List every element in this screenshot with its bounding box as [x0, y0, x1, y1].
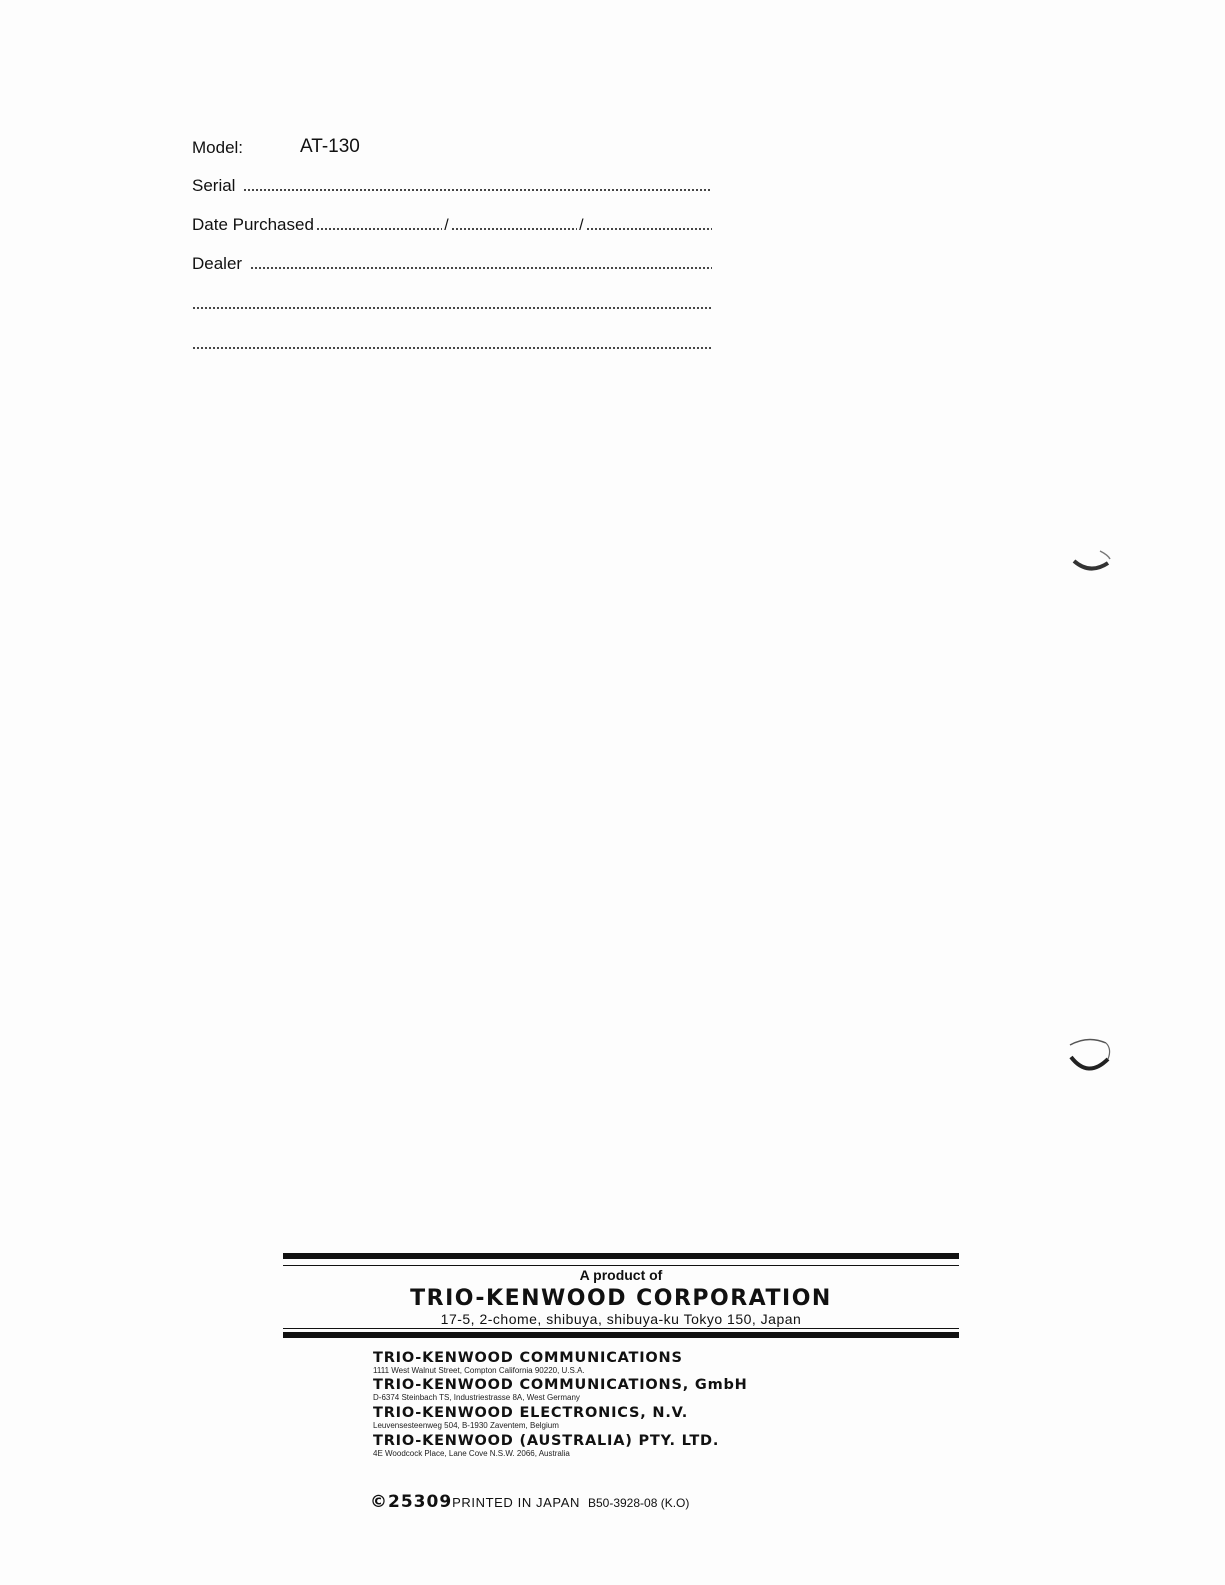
model-row [192, 134, 712, 158]
product-of-text: A product of [579, 1267, 663, 1283]
branch-name: TRIO-KENWOOD COMMUNICATIONS [373, 1350, 683, 1366]
top-rule-thin [283, 1265, 959, 1266]
dealer-fill-line-3 [192, 346, 712, 350]
branch-address: Leuvensesteenweg 504, B-1930 Zaventem, Belgium [373, 1421, 559, 1430]
dealer-extra-row-1 [192, 290, 712, 314]
corporation-address: 17-5, 2-chome, shibuya, shibuya-ku Tokyo 150, Japan [440, 1311, 802, 1327]
date-separator-1: / [444, 217, 449, 234]
dealer-row [192, 250, 712, 274]
bottom-rule-thick [283, 1332, 959, 1338]
serial-row [192, 172, 712, 196]
branch-name: TRIO-KENWOOD ELECTRONICS, N.V. [373, 1405, 689, 1421]
date-separator-2: / [579, 217, 584, 234]
branch-name: TRIO-KENWOOD COMMUNICATIONS, GmbH [373, 1377, 748, 1393]
branch-usa [373, 1350, 683, 1376]
date-year-fill-line [586, 227, 712, 231]
punch-hole-upper [1070, 545, 1112, 575]
date-purchased-label: Date Purchased [192, 215, 314, 234]
date-month-fill-line [316, 227, 442, 231]
dealer-fill-line [250, 266, 712, 270]
branch-address: 1111 West Walnut Street, Compton California 90220, U.S.A. [373, 1366, 585, 1375]
punch-hole-lower [1066, 1035, 1114, 1077]
branch-address: 4E Woodcock Place, Lane Cove N.S.W. 2066, Australia [373, 1449, 570, 1458]
dealer-label: Dealer [192, 254, 243, 273]
date-purchased-row [192, 211, 712, 235]
branch-australia [373, 1433, 719, 1459]
corporation-name: TRIO-KENWOOD CORPORATION [410, 1286, 832, 1311]
top-rule-thick [283, 1253, 959, 1259]
date-day-fill-line [451, 227, 577, 231]
branch-address: D-6374 Steinbach TS, Industriestrasse 8A, West Germany [373, 1393, 580, 1402]
dealer-fill-line-2 [192, 306, 712, 310]
print-line [370, 1492, 689, 1512]
print-code: ©25309 [370, 1492, 453, 1512]
branch-germany [373, 1377, 748, 1403]
part-number: B50-3928-08 (K.O) [587, 1496, 690, 1510]
printed-in-text: PRINTED IN JAPAN [452, 1495, 580, 1510]
model-value: AT-130 [300, 136, 360, 157]
serial-label: Serial [192, 176, 236, 195]
serial-fill-line [243, 188, 712, 192]
dealer-extra-row-2 [192, 330, 712, 354]
bottom-rule-thin [283, 1328, 959, 1329]
branch-name: TRIO-KENWOOD (AUSTRALIA) PTY. LTD. [373, 1433, 720, 1449]
model-label: Model: [192, 138, 244, 157]
branch-belgium [373, 1405, 688, 1431]
